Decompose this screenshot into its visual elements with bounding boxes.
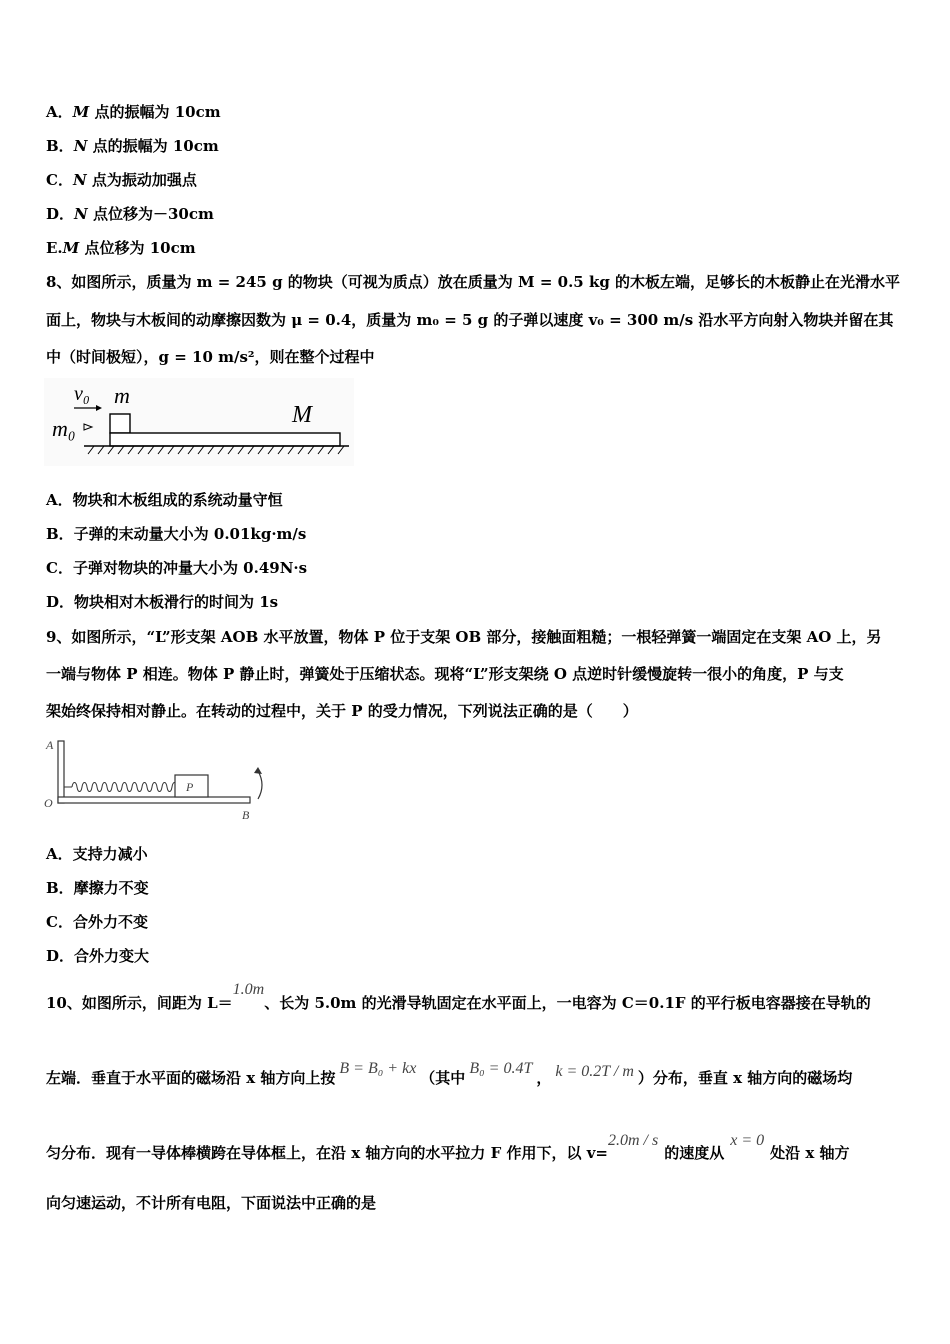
bracket-arm-OB xyxy=(58,797,250,803)
q9-stem-line1: 9、如图所示，“L”形支架 AOB 水平放置，物体 P 位于支架 OB 部分，接触面粗糙；一根轻弹簧一端固定在支架 AO 上，另 xyxy=(46,628,882,646)
figure-label-B: B xyxy=(242,808,250,822)
q8-option-a: A．物块和木板组成的系统动量守恒 xyxy=(46,491,283,509)
q7-option-c: C．N 点为振动加强点 xyxy=(46,171,197,189)
q10-stem-line1 xyxy=(46,981,871,1013)
board-M xyxy=(110,433,340,446)
q8-stem-line2: 面上，物块与木板间的动摩擦因数为 μ = 0.4，质量为 m₀ = 5 g 的子弹以速度 v₀ = 300 m/s 沿水平方向射入物块并留在其 xyxy=(46,311,894,329)
figure-label-m: m xyxy=(114,383,130,408)
q10-text: ， xyxy=(536,1069,552,1087)
q9-stem-line3: 架始终保持相对静止。在转动的过程中，关于 P 的受力情况，下列说法正确的是（ ） xyxy=(46,702,638,720)
q8-option-b: B．子弹的末动量大小为 0.01kg·m/s xyxy=(46,525,307,543)
q10-math-B-formula: B = B₀ + kx xyxy=(339,1060,417,1077)
q10-text: 左端．垂直于水平面的磁场沿 x 轴方向上按 xyxy=(46,1069,336,1087)
q9-option-a: A．支持力减小 xyxy=(46,845,148,863)
q7-option-a: A．M 点的振幅为 10cm xyxy=(46,103,221,121)
q10-math-L: 1.0m xyxy=(232,981,265,998)
figure-label-v0: v₀ xyxy=(74,383,90,405)
rotation-arrowhead xyxy=(254,767,262,774)
q10-text: 、长为 5.0m 的光滑导轨固定在水平面上，一电容为 C＝0.1F 的平行板电容器接在导轨的 xyxy=(264,994,871,1012)
q10-text: 10、如图所示，间距为 L＝ xyxy=(46,994,233,1012)
q9-option-b: B．摩擦力不变 xyxy=(46,879,149,897)
figure-label-M: M xyxy=(292,402,312,428)
q10-math-v: 2.0m / s xyxy=(608,1132,659,1149)
figure-label-A: A xyxy=(46,738,54,752)
q7-option-d: D．N 点位移为－30cm xyxy=(46,205,214,223)
q8-option-c: C．子弹对物块的冲量大小为 0.49N·s xyxy=(46,559,308,577)
figure-label-m0: m₀ xyxy=(52,416,76,441)
rotation-arrow xyxy=(258,771,262,799)
q8-option-d: D．物块相对木板滑行的时间为 1s xyxy=(46,593,279,611)
block-m xyxy=(110,414,130,433)
q10-text: 处沿 x 轴方 xyxy=(770,1144,850,1162)
q9-option-c: C．合外力不变 xyxy=(46,913,148,931)
q9-option-d: D．合外力变大 xyxy=(46,947,150,965)
q10-math-k: k = 0.2T / m xyxy=(555,1063,634,1080)
q10-text: 匀分布．现有一导体棒横跨在导体框上，在沿 x 轴方向的水平拉力 F 作用下，以 v= xyxy=(46,1144,608,1162)
q10-text: 的速度从 xyxy=(664,1144,725,1162)
q10-stem-line2 xyxy=(46,1060,853,1088)
q7-option-e: E.M 点位移为 10cm xyxy=(46,239,196,257)
figure-label-P: P xyxy=(186,780,194,794)
q9-figure-l-bracket xyxy=(44,737,269,822)
q8-figure-block-board xyxy=(44,378,354,466)
bracket-arm-AO xyxy=(58,741,64,803)
q8-stem-line3: 中（时间极短），g = 10 m/s²，则在整个过程中 xyxy=(46,348,375,366)
q10-text: ）分布，垂直 x 轴方向的磁场均 xyxy=(637,1069,853,1087)
figure-label-O: O xyxy=(44,796,53,810)
q9-stem-line2: 一端与物体 P 相连。物体 P 静止时，弹簧处于压缩状态。现将“L”形支架绕 O 点逆时针缓慢旋转一很小的角度，P 与支 xyxy=(46,665,844,683)
q7-option-b: B．N 点的振幅为 10cm xyxy=(46,137,219,155)
q10-stem-line3 xyxy=(46,1132,850,1163)
q10-math-x0: x = 0 xyxy=(730,1132,765,1149)
q10-math-B0: B₀ = 0.4T xyxy=(469,1060,533,1077)
q10-text: （其中 xyxy=(420,1069,466,1087)
q8-stem-line1: 8、如图所示，质量为 m = 245 g 的物块（可视为质点）放在质量为 M = 0.5 kg 的木板左端，足够长的木板静止在光滑水平 xyxy=(46,273,901,291)
q10-stem-line4: 向匀速运动，不计所有电阻，下面说法中正确的是 xyxy=(46,1194,377,1212)
